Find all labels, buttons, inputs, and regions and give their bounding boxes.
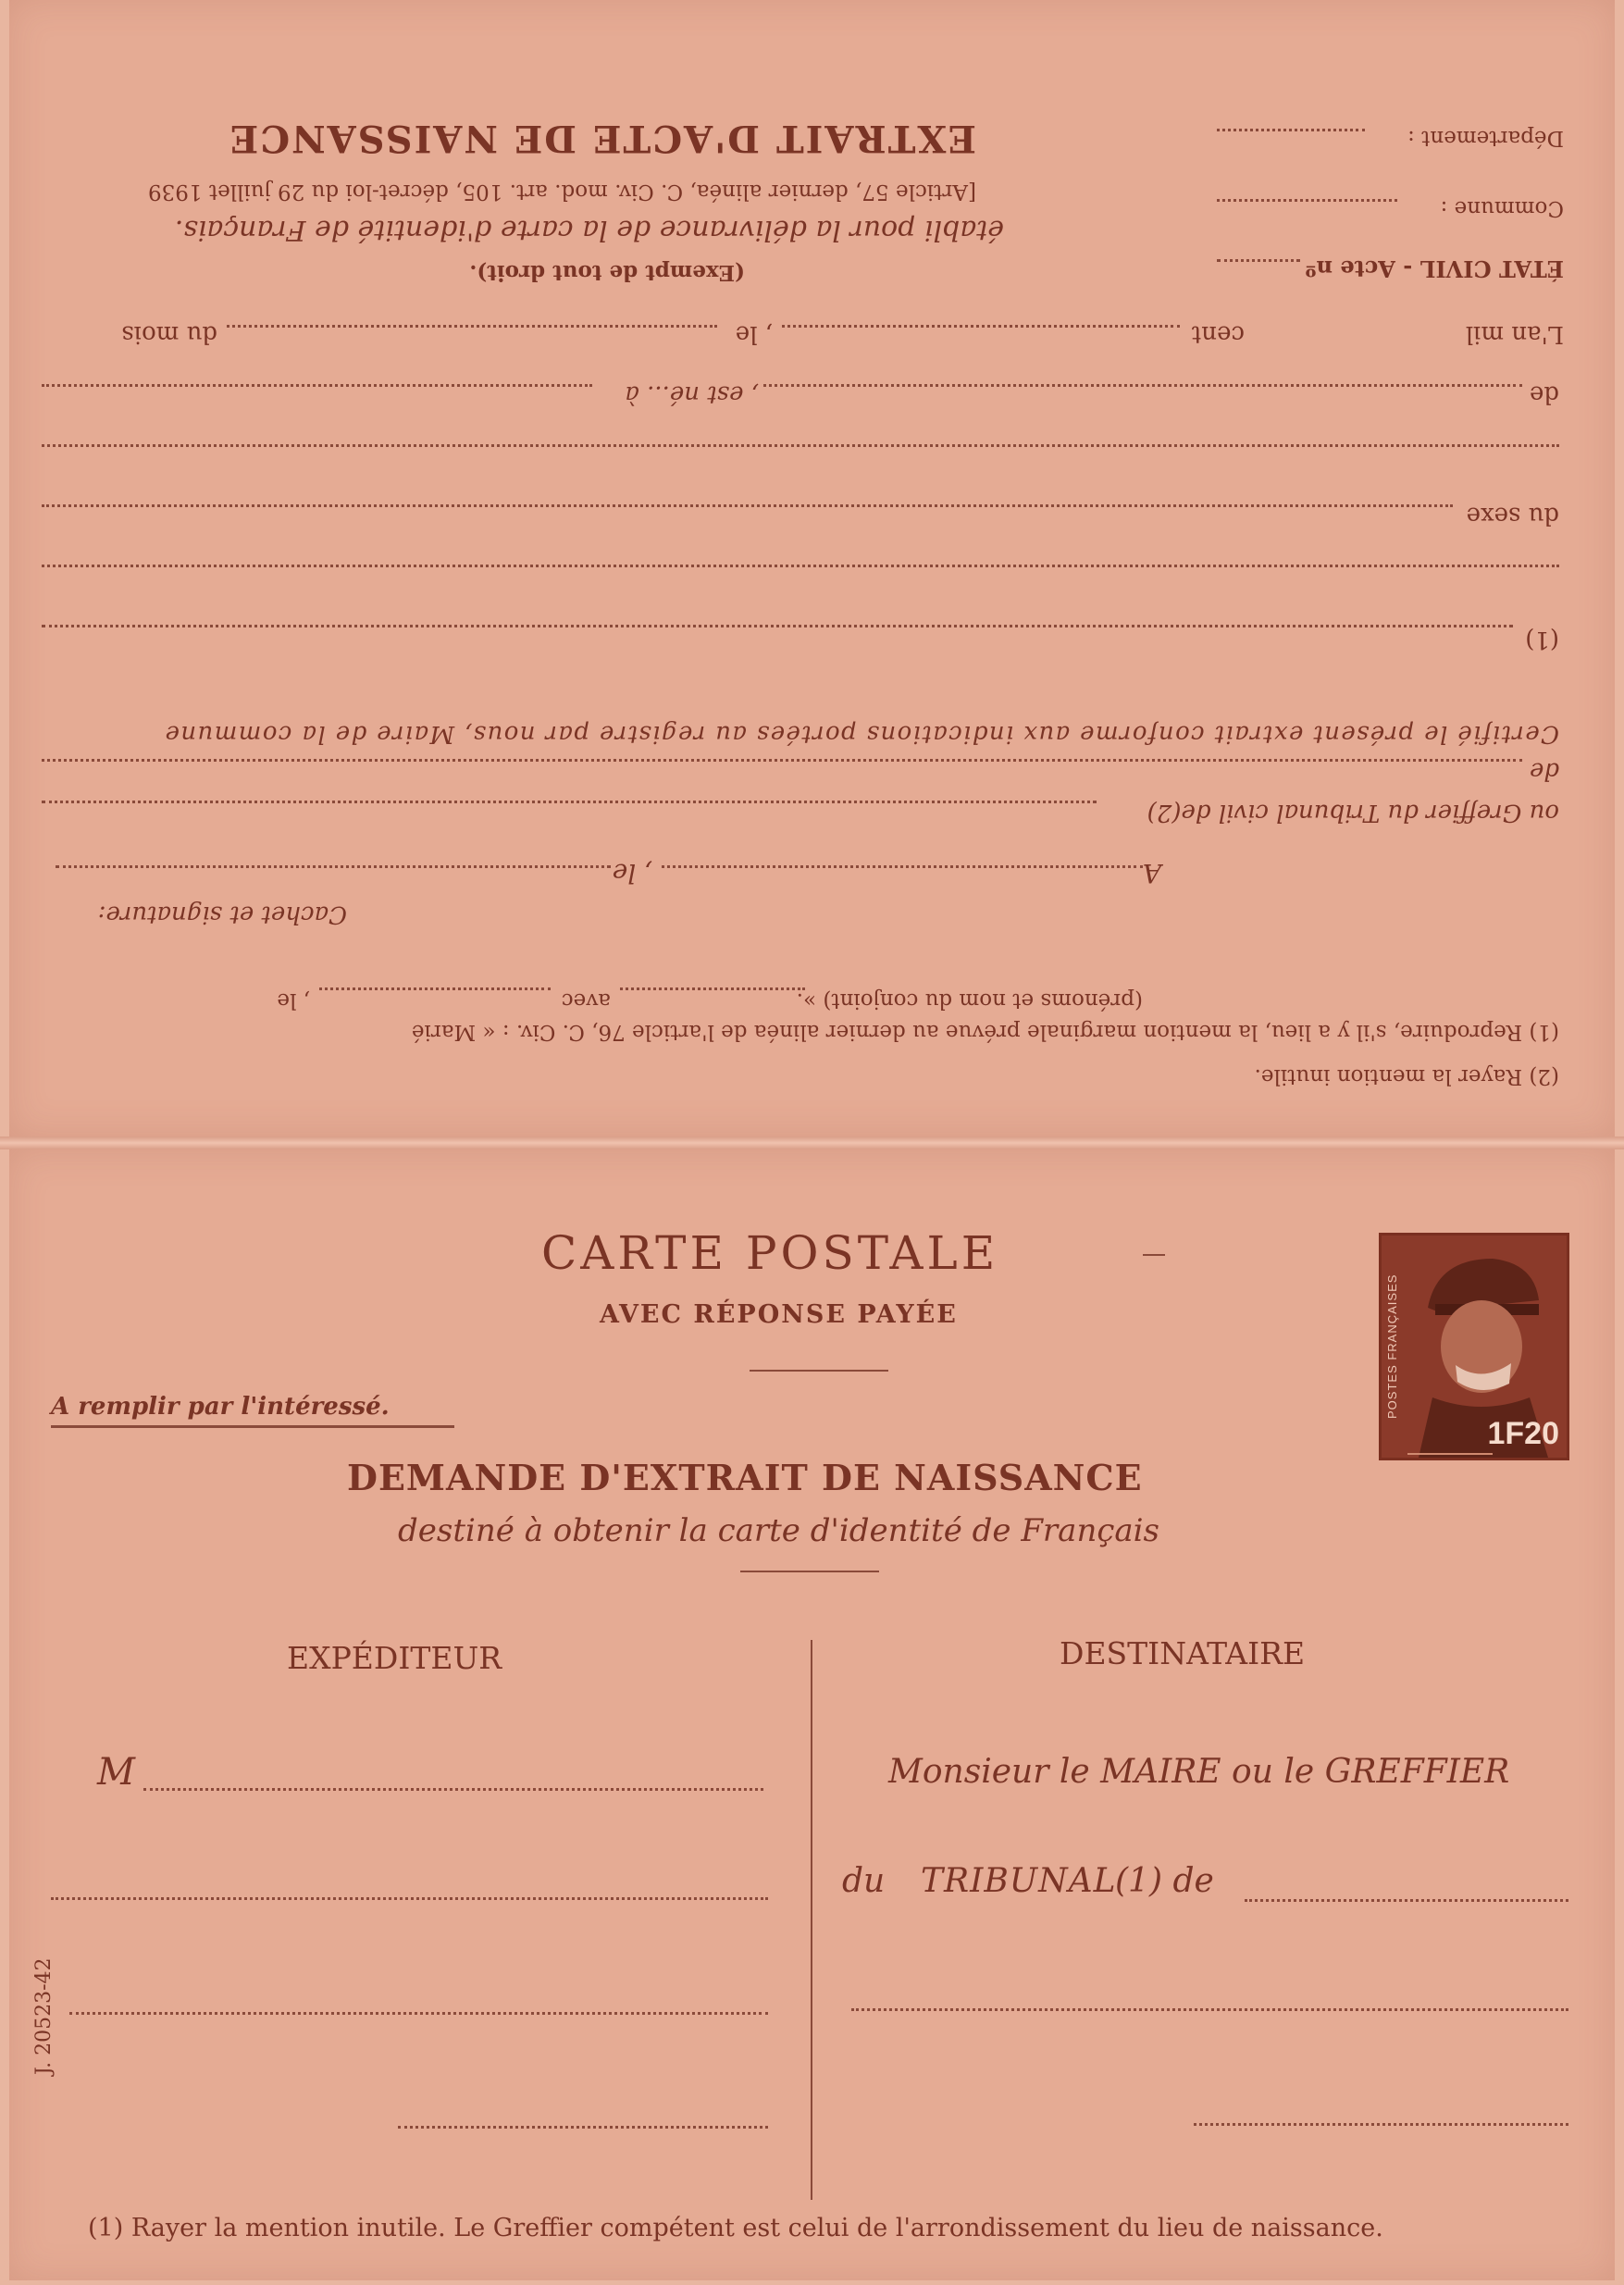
recipient-address-line-1[interactable] [851, 2008, 1568, 2011]
recipient-line-1: Monsieur le MAIRE ou le GREFFIER [888, 1753, 1510, 1791]
mention-line[interactable] [42, 625, 1513, 627]
sexe-line[interactable] [42, 504, 1453, 507]
name-line[interactable] [763, 384, 1522, 387]
tribunal-line[interactable] [42, 801, 1097, 803]
subtitle-rule [750, 1370, 888, 1372]
recipient-tribunal: TRIBUNAL [921, 1862, 1117, 1900]
a-label: A [1142, 858, 1161, 888]
departement-label: Département : [1407, 126, 1564, 150]
sender-address-line-1[interactable] [51, 1897, 768, 1900]
sender-address-line-3[interactable] [398, 2126, 768, 2129]
acte-number-line[interactable] [1217, 259, 1300, 262]
birthplace-line[interactable] [42, 384, 592, 387]
commune-label: Commune : [1440, 196, 1564, 220]
sender-m: M [97, 1751, 135, 1794]
reply-card-rotated [9, 0, 1615, 1136]
print-code: J. 20523-42 [32, 1957, 56, 2075]
cent-label: cent [1191, 320, 1245, 348]
request-subtitle: destiné à obtenir la carte d'identité de Français [398, 1512, 1159, 1549]
reply-card-title: EXTRAIT D'ACTE DE NAISSANCE [228, 117, 976, 160]
card-footnote: (1) Rayer la mention inutile. Le Greffier compétent est celui de l'arrondissement du lieu de naissance. [88, 2214, 1383, 2242]
recipient-header: DESTINATAIRE [1060, 1635, 1306, 1671]
le-label: , le [735, 320, 773, 348]
footnote-2: (2) Rayer la mention inutile. [1254, 1064, 1559, 1088]
recipient-de: (1) de [1115, 1862, 1214, 1900]
blank-line-2[interactable] [42, 444, 1559, 447]
greffier-text: ou Greffier du Tribunal civil de(2) [1147, 799, 1559, 826]
reply-card-panel [9, 0, 1615, 1136]
title-dash [1143, 1254, 1165, 1256]
departement-line[interactable] [1217, 129, 1365, 131]
tribunal-city-line[interactable] [1245, 1899, 1568, 1902]
etat-civil-label: ÉTAT CIVIL - Acte nº [1305, 255, 1564, 282]
fold-line [0, 1136, 1624, 1149]
footnote-1b-end: (prénoms et nom du conjoint) ». [796, 988, 1143, 1012]
sender-name-line[interactable] [143, 1788, 763, 1791]
request-title: DEMANDE D'EXTRAIT DE NAISSANCE [347, 1457, 1143, 1498]
est-ne-label: , est né... à [625, 380, 759, 408]
fill-note: A remplir par l'intéressé. [51, 1393, 390, 1421]
card-subtitle: AVEC RÉPONSE PAYÉE [600, 1300, 958, 1329]
exempt-label: (Exempt de tout droit). [469, 260, 745, 285]
footnote-1b-avec: avec [561, 988, 611, 1012]
day-line[interactable] [227, 325, 717, 328]
recipient-address-line-2[interactable] [1194, 2123, 1568, 2126]
legal-ref-2: établi pour la délivrance de la carte d'identité de Français. [174, 214, 1004, 246]
du-sexe-label: du sexe [1466, 502, 1559, 529]
divider-line [811, 1640, 812, 2200]
stamp-value: 1F20 [1487, 1416, 1559, 1451]
place-line[interactable] [662, 865, 1143, 868]
certifie-text: Certifié le présent extrait conforme aux indications portées au registre par nous, Maire de la commune [164, 720, 1559, 748]
footnote-le-line[interactable] [319, 987, 551, 990]
cachet-label: Cachet et signature: [97, 900, 347, 928]
postcard-panel [9, 1149, 1615, 2280]
request-rule [740, 1571, 879, 1572]
card-title: CARTE POSTALE [541, 1226, 999, 1280]
footnote-1b-le: , le [277, 988, 310, 1012]
recipient-du: du [842, 1862, 886, 1900]
le-label-2: , le [612, 858, 652, 888]
de-label-2: de [1529, 757, 1559, 785]
year-label: L'an mil [1465, 320, 1564, 348]
year-line[interactable] [782, 325, 1180, 328]
note-marker: (1) [1525, 626, 1559, 653]
de-label: de [1529, 380, 1559, 408]
legal-ref-1: [Article 57, dernier alinéa, C. Civ. mod. art. 105, décret-loi du 29 juillet 1939 [147, 180, 976, 204]
commune-line[interactable] [42, 759, 1522, 762]
date-line[interactable] [56, 865, 611, 868]
du-mois-label: du mois [121, 320, 217, 348]
fill-note-underline [51, 1425, 454, 1428]
blank-line-1[interactable] [42, 565, 1559, 567]
commune-field-line[interactable] [1217, 199, 1397, 202]
footnote-avec-line[interactable] [620, 987, 805, 990]
stamp-country: POSTES FRANÇAISES [1385, 1273, 1399, 1420]
sender-address-line-2[interactable] [69, 2012, 768, 2015]
footnote-1a: (1) Reproduire, s'il y a lieu, la mention marginale prévue au dernier alinéa de l'article 76, C. Civ. : « Marié [411, 1020, 1559, 1044]
postage-stamp [1379, 1233, 1569, 1460]
sender-header: EXPÉDITEUR [287, 1640, 502, 1676]
